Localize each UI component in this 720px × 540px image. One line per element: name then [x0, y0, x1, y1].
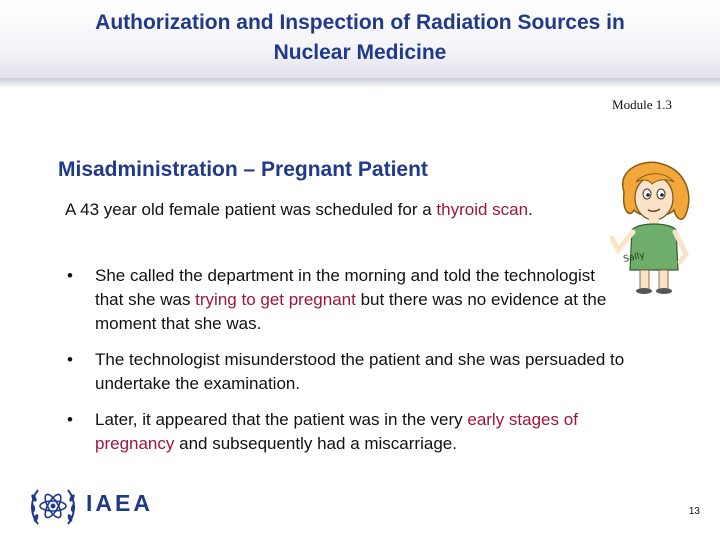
bullet-1-highlight: trying to get pregnant [195, 290, 356, 309]
bullet-item-2 [65, 348, 625, 396]
page-number: 13 [688, 506, 700, 517]
slide-title [30, 8, 690, 68]
intro-pre: A 43 year old female patient was scheduled for a [65, 200, 437, 219]
title-line-2: Nuclear Medicine [273, 41, 447, 64]
bullet-3-post: and subsequently had a miscarriage. [174, 434, 457, 453]
bullet-marker: • [67, 266, 73, 285]
intro-highlight: thyroid scan [436, 200, 529, 219]
bullet-marker: • [67, 350, 73, 369]
bullet-marker: • [67, 410, 73, 429]
bullet-3-pre: Later, it appeared that the patient was in the very [95, 410, 468, 429]
bullet-item-1 [65, 264, 625, 336]
slide-subtitle: Misadministration – Pregnant Patient [58, 158, 428, 181]
cartoon-badge-text: Sally [622, 250, 646, 265]
title-line-1: Authorization and Inspection of Radiation Sources in [95, 11, 625, 34]
bullet-item-3 [65, 408, 625, 456]
bullet-1-pre: She called the department in the morning and told the technologist that she was [95, 266, 595, 309]
bullet-2-text: The technologist misunderstood the patient and she was persuaded to undertake the examination. [95, 350, 625, 393]
header-shadow [0, 78, 720, 88]
bullet-list [65, 264, 625, 468]
intro-text [65, 200, 533, 220]
iaea-logo-text: IAEA [86, 490, 153, 516]
iaea-logo-icon [28, 484, 78, 530]
bullet-1-post: but there was no evidence at the moment that she was. [95, 290, 607, 333]
intro-post: . [528, 200, 533, 219]
module-label: Module 1.3 [612, 97, 672, 112]
bullet-3-highlight: early stages of pregnancy [95, 410, 578, 453]
woman-cartoon-icon [606, 158, 700, 294]
